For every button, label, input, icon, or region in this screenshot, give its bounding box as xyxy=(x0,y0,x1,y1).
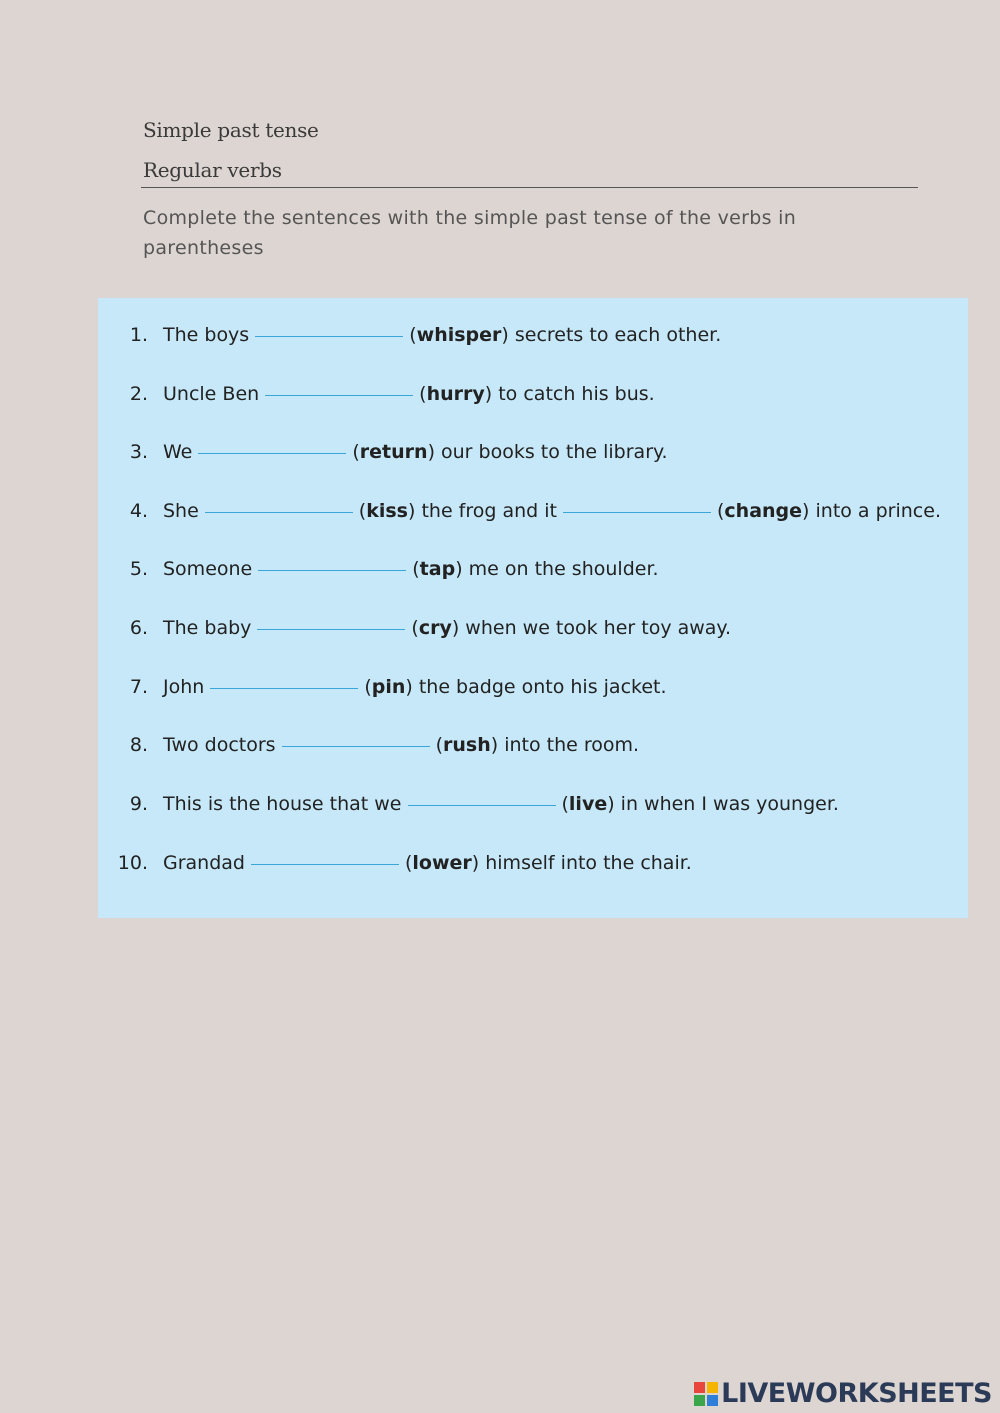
item-text: secrets to each other. xyxy=(514,324,722,346)
item-number: 4. xyxy=(129,500,148,522)
paren-close: ) xyxy=(408,500,422,522)
paren-open: ( xyxy=(404,852,413,874)
page-title: Simple past tense xyxy=(143,118,319,142)
verb-hint: kiss xyxy=(366,500,408,522)
answer-blank-3[interactable] xyxy=(198,452,346,454)
title-divider xyxy=(141,187,918,188)
item-number: 9. xyxy=(129,793,148,815)
paren-close: ) xyxy=(471,852,486,874)
item-text: She xyxy=(163,500,199,522)
verb-hint: rush xyxy=(443,734,491,756)
exercise-item-4 xyxy=(98,500,968,530)
liveworksheets-logo xyxy=(694,1378,992,1409)
item-text: to catch his bus. xyxy=(498,383,655,405)
paren-close: ) xyxy=(451,617,466,639)
logo-square-blue xyxy=(707,1395,718,1406)
paren-open: ( xyxy=(419,383,427,405)
item-number: 3. xyxy=(129,441,148,463)
page-subtitle: Regular verbs xyxy=(143,158,282,182)
paren-open: ( xyxy=(435,734,444,756)
answer-blank-4a[interactable] xyxy=(205,511,353,513)
answer-blank-2[interactable] xyxy=(265,394,413,396)
logo-square-red xyxy=(694,1382,705,1393)
answer-blank-9[interactable] xyxy=(408,804,556,806)
answer-blank-7[interactable] xyxy=(210,687,358,689)
paren-close: ) xyxy=(405,676,419,698)
logo-square-green xyxy=(694,1395,705,1406)
item-text: We xyxy=(163,441,193,463)
item-text: This is the house that we xyxy=(163,793,402,815)
paren-close: ) xyxy=(484,383,499,405)
item-number: 5. xyxy=(129,558,148,580)
paren-open: ( xyxy=(358,500,367,522)
item-text: into a prince. xyxy=(815,500,941,522)
verb-hint: tap xyxy=(419,558,456,580)
item-text: himself into the chair. xyxy=(485,852,692,874)
verb-hint: cry xyxy=(418,617,452,639)
exercise-item-10 xyxy=(98,852,968,882)
item-text: when we took her toy away. xyxy=(465,617,731,639)
item-number: 6. xyxy=(129,617,148,639)
item-text: The baby xyxy=(163,617,252,639)
verb-hint: live xyxy=(568,793,608,815)
verb-hint: lower xyxy=(412,852,472,874)
verb-hint: change xyxy=(724,500,803,522)
item-text: Someone xyxy=(163,558,253,580)
item-number: 10. xyxy=(117,852,148,874)
item-number: 2. xyxy=(129,383,148,405)
item-text: me on the shoulder. xyxy=(468,558,659,580)
item-text: into the room. xyxy=(504,734,640,756)
answer-blank-6[interactable] xyxy=(257,628,405,630)
exercise-item-3 xyxy=(98,441,968,471)
verb-hint: whisper xyxy=(416,324,502,346)
item-text: The boys xyxy=(163,324,250,346)
item-text: Two doctors xyxy=(163,734,276,756)
answer-blank-1[interactable] xyxy=(255,335,403,337)
exercise-item-9 xyxy=(98,793,968,823)
item-text: Grandad xyxy=(163,852,245,874)
paren-close: ) xyxy=(490,734,505,756)
item-text: in when I was younger. xyxy=(620,793,839,815)
paren-open: ( xyxy=(717,500,725,522)
exercise-item-8 xyxy=(98,734,968,764)
paren-close: ) xyxy=(455,558,469,580)
paren-open: ( xyxy=(409,324,417,346)
item-number: 1. xyxy=(129,324,148,346)
paren-close: ) xyxy=(607,793,621,815)
instructions: Complete the sentences with the simple past tense of the verbs in parentheses xyxy=(143,207,797,259)
item-text: the frog and it xyxy=(421,500,557,522)
logo-text: LIVEWORKSHEETS xyxy=(721,1378,992,1409)
verb-hint: return xyxy=(359,441,428,463)
logo-square-yellow xyxy=(707,1382,718,1393)
item-number: 8. xyxy=(129,734,148,756)
verb-hint: pin xyxy=(371,676,406,698)
paren-open: ( xyxy=(411,617,419,639)
item-text: our books to the library. xyxy=(441,441,668,463)
answer-blank-10[interactable] xyxy=(251,863,399,865)
item-text: Uncle Ben xyxy=(163,383,260,405)
paren-open: ( xyxy=(364,676,372,698)
item-number: 7. xyxy=(129,676,148,698)
answer-blank-5[interactable] xyxy=(258,569,406,571)
answer-blank-8[interactable] xyxy=(282,745,430,747)
paren-open: ( xyxy=(352,441,360,463)
paren-close: ) xyxy=(501,324,515,346)
paren-open: ( xyxy=(561,793,569,815)
exercise-item-7 xyxy=(98,676,968,706)
exercise-item-6 xyxy=(98,617,968,647)
exercise-item-2 xyxy=(98,383,968,413)
verb-hint: hurry xyxy=(426,383,485,405)
liveworksheets-logo-icon xyxy=(694,1382,718,1406)
paren-open: ( xyxy=(412,558,420,580)
exercise-panel xyxy=(98,298,968,918)
exercise-item-5 xyxy=(98,558,968,588)
answer-blank-4b[interactable] xyxy=(563,511,711,513)
paren-close: ) xyxy=(427,441,442,463)
item-text: the badge onto his jacket. xyxy=(418,676,667,698)
paren-close: ) xyxy=(802,500,816,522)
exercise-item-1 xyxy=(98,324,968,354)
item-text: John xyxy=(163,676,205,698)
